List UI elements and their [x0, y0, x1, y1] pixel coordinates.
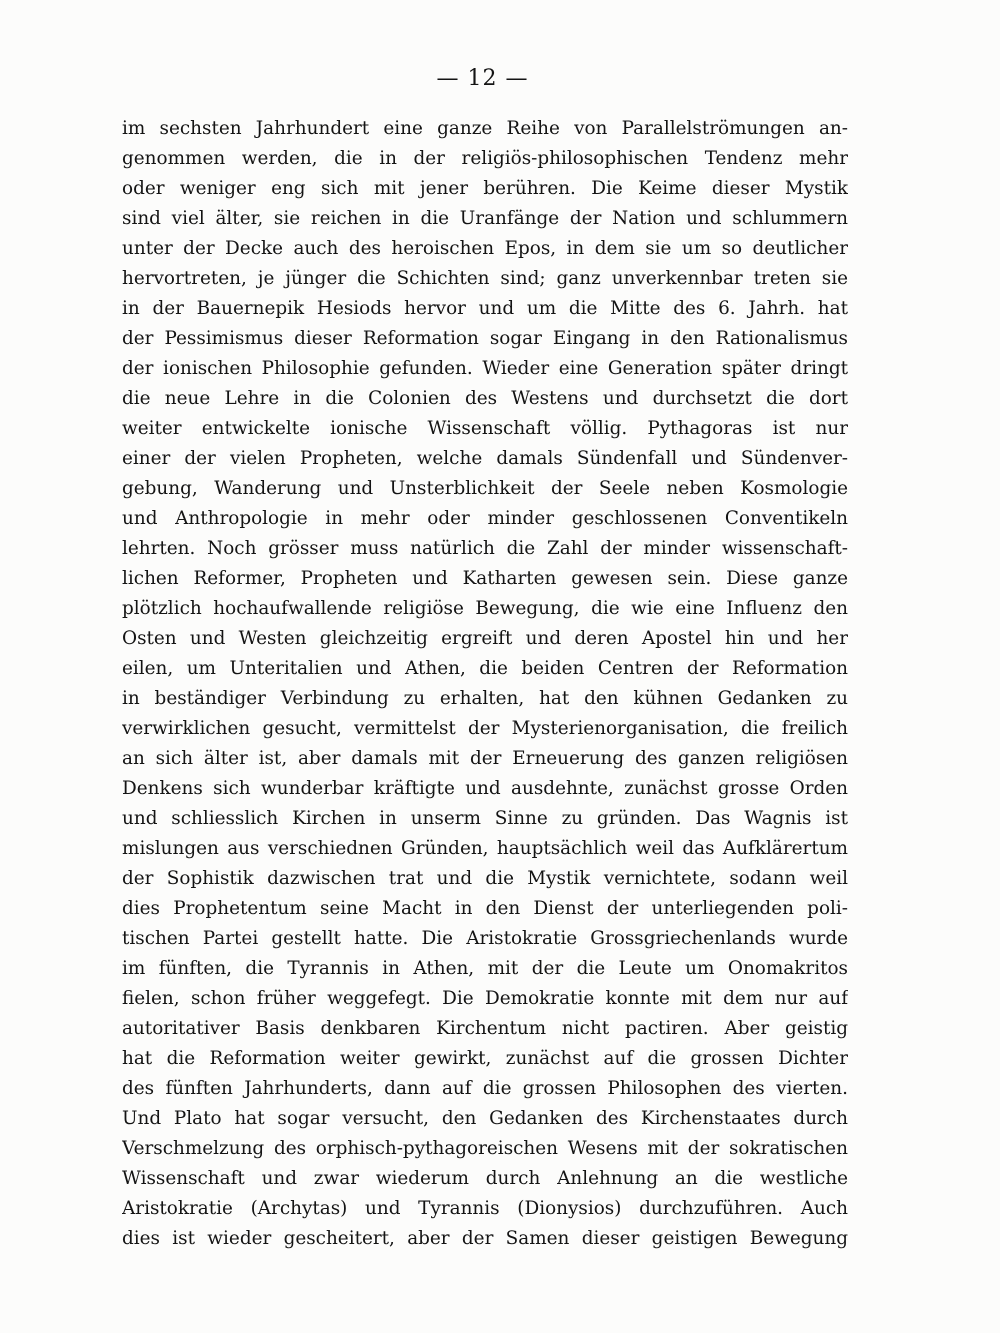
text-line: autoritativer Basis denkbaren Kirchentum nicht pactiren. Aber geistig — [122, 1018, 848, 1039]
text-line: mislungen aus verschiednen Gründen, hauptsächlich weil das Aufklärertum — [122, 838, 848, 859]
text-line: Osten und Westen gleichzeitig ergreift und deren Apostel hin und her — [122, 628, 848, 649]
text-line: Verschmelzung des orphisch-pythagoreischen Wesens mit der sokratischen — [122, 1138, 848, 1159]
text-line: in der Bauernepik Hesiods hervor und um die Mitte des 6. Jahrh. hat — [122, 298, 848, 319]
text-line: fielen, schon früher weggefegt. Die Demokratie konnte mit dem nur auf — [122, 988, 848, 1009]
text-line: Wissenschaft und zwar wiederum durch Anlehnung an die westliche — [122, 1168, 848, 1189]
text-line: verwirklichen gesucht, vermittelst der Mysterienorganisation, die freilich — [122, 718, 848, 739]
text-line: lichen Reformer, Propheten und Katharten gewesen sein. Diese ganze — [122, 568, 848, 589]
text-line: Aristokratie (Archytas) und Tyrannis (Dionysios) durchzuführen. Auch — [122, 1198, 848, 1219]
text-line: oder weniger eng sich mit jener berühren. Die Keime dieser Mystik — [122, 178, 848, 199]
text-line: dies ist wieder gescheitert, aber der Samen dieser geistigen Bewegung — [122, 1228, 848, 1249]
text-line: der Pessimismus dieser Reformation sogar Eingang in den Rationalismus — [122, 328, 848, 349]
text-line: sind viel älter, sie reichen in die Uranfänge der Nation und schlummern — [122, 208, 848, 229]
text-line: der ionischen Philosophie gefunden. Wieder eine Generation später dringt — [122, 358, 848, 379]
text-line: eilen, um Unteritalien und Athen, die beiden Centren der Reformation — [122, 658, 848, 679]
text-line: die neue Lehre in die Colonien des Westens und durchsetzt die dort — [122, 388, 848, 409]
text-line: unter der Decke auch des heroischen Epos, in dem sie um so deutlicher — [122, 238, 848, 259]
text-line: einer der vielen Propheten, welche damals Sündenfall und Sündenver- — [122, 448, 848, 469]
text-line: weiter entwickelte ionische Wissenschaft völlig. Pythagoras ist nur — [122, 418, 848, 439]
text-line: hat die Reformation weiter gewirkt, zunächst auf die grossen Dichter — [122, 1048, 848, 1069]
body-text — [122, 114, 848, 1254]
text-line: gebung, Wanderung und Unsterblichkeit der Seele neben Kosmologie — [122, 478, 848, 499]
text-line: lehrten. Noch grösser muss natürlich die Zahl der minder wissenschaft- — [122, 538, 848, 559]
page-number: — 12 — — [436, 66, 529, 91]
text-line: der Sophistik dazwischen trat und die Mystik vernichtete, sodann weil — [122, 868, 848, 889]
text-line: hervortreten, je jünger die Schichten sind; ganz unverkennbar treten sie — [122, 268, 848, 289]
text-line: und schliesslich Kirchen in unserm Sinne zu gründen. Das Wagnis ist — [122, 808, 848, 829]
text-line: im fünften, die Tyrannis in Athen, mit der die Leute um Onomakritos — [122, 958, 848, 979]
text-line: im sechsten Jahrhundert eine ganze Reihe von Parallelströmungen an- — [122, 118, 848, 139]
text-line: tischen Partei gestellt hatte. Die Aristokratie Grossgriechenlands wurde — [122, 928, 848, 949]
text-line: Denkens sich wunderbar kräftigte und ausdehnte, zunächst grosse Orden — [122, 778, 848, 799]
text-line: des fünften Jahrhunderts, dann auf die grossen Philosophen des vierten. — [122, 1078, 848, 1099]
text-line: und Anthropologie in mehr oder minder geschlossenen Conventikeln — [122, 508, 848, 529]
text-line: in beständiger Verbindung zu erhalten, hat den kühnen Gedanken zu — [122, 688, 848, 709]
text-line: an sich älter ist, aber damals mit der Erneuerung des ganzen religiösen — [122, 748, 848, 769]
text-line: genommen werden, die in der religiös-philosophischen Tendenz mehr — [122, 148, 848, 169]
text-line: Und Plato hat sogar versucht, den Gedanken des Kirchenstaates durch — [122, 1108, 848, 1129]
text-line: plötzlich hochaufwallende religiöse Bewegung, die wie eine Influenz den — [122, 598, 848, 619]
text-line: dies Prophetentum seine Macht in den Dienst der unterliegenden poli- — [122, 898, 848, 919]
